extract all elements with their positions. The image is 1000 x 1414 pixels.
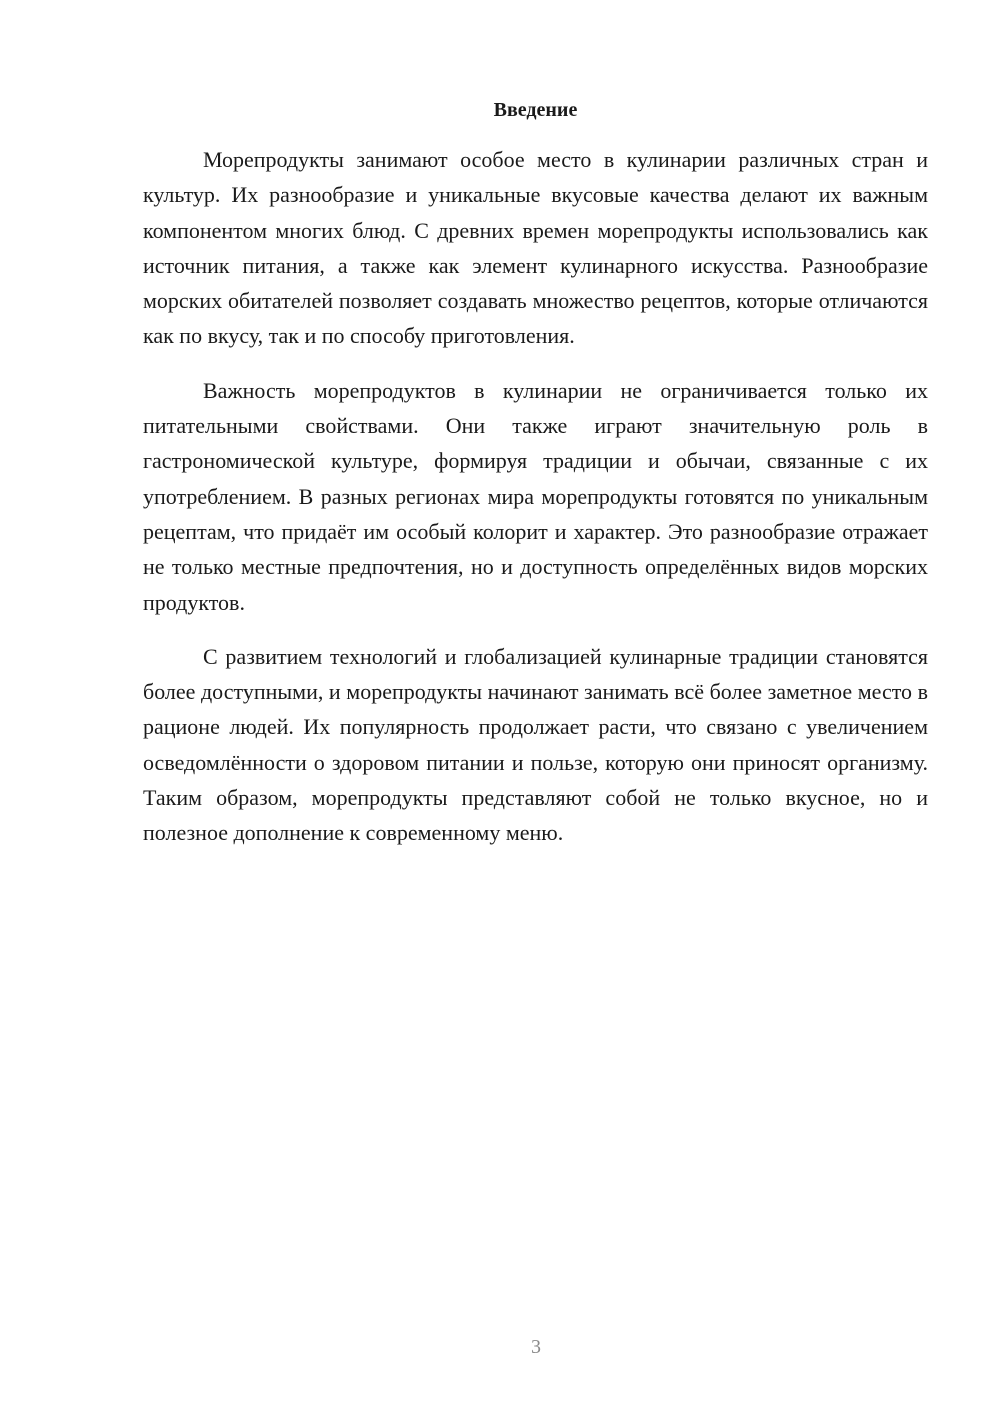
paragraph-2: Важность морепродуктов в кулинарии не ограничивается только их питательными свойствами. Они также играют значительную роль в гастрономической культуре, формируя традиции и обычаи, связанные с их употреблением. В разных регионах мира морепродукты готовятся по уникальным рецептам, что придаёт им особый колорит и характер. Это разнообразие отражает не только местные предпочтения, но и доступность определённых видов морских продуктов. — [143, 377, 928, 615]
page-number: 3 — [531, 1336, 541, 1358]
section-heading: Введение — [493, 99, 578, 121]
paragraph-1: Морепродукты занимают особое место в кулинарии различных стран и культур. Их разнообразие и уникальные вкусовые качества делают их важным компонентом многих блюд. С древних времен морепродукты использовались как источник питания, а также как элемент кулинарного искусства. Разнообразие морских обитателей позволяет создавать множество рецептов, которые отличаются как по вкусу, так и по способу приготовления. — [143, 147, 928, 349]
paragraph-3: С развитием технологий и глобализацией кулинарные традиции становятся более доступными, и морепродукты начинают занимать всё более заметное место в рационе людей. Их популярность продолжает расти, что связано с увеличением осведомлённости о здоровом питании и пользе, которую они приносят организму. Таким образом, морепродукты представляют собой не только вкусное, но и полезное дополнение к современному меню. — [143, 643, 928, 846]
body-text — [143, 142, 928, 870]
